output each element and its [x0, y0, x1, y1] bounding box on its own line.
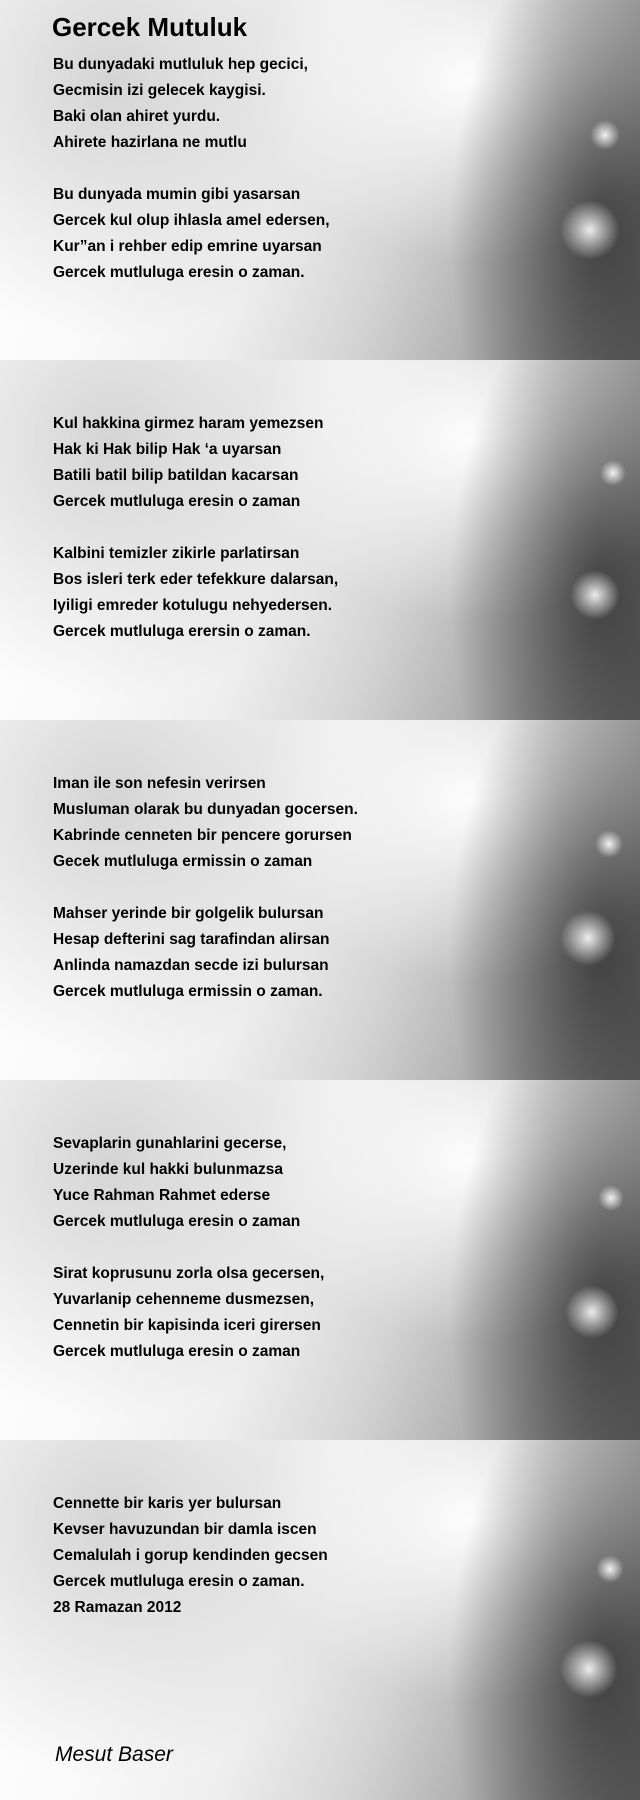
poem-line: Kur”an i rehber edip emrine uyarsan: [53, 238, 322, 255]
poem-line: Kul hakkina girmez haram yemezsen: [53, 415, 324, 432]
poem-line: Batili batil bilip batildan kacarsan: [53, 467, 299, 484]
poem-line: Baki olan ahiret yurdu.: [53, 108, 221, 125]
stanza-2: [53, 182, 330, 286]
stanza-4: [53, 541, 338, 645]
bokeh-light: [560, 200, 620, 260]
poem-line: Gecek mutluluga ermissin o zaman: [53, 853, 313, 870]
stanza-6: [53, 901, 330, 1005]
poem-line: Bu dunyada mumin gibi yasarsan: [53, 186, 301, 203]
poem-panel-5: [0, 1440, 640, 1800]
poem-panel-4: [0, 1080, 640, 1440]
bokeh-light: [595, 830, 623, 858]
poem-line: Uzerinde kul hakki bulunmazsa: [53, 1161, 283, 1178]
poem-line: Kevser havuzundan bir damla iscen: [53, 1521, 317, 1538]
poem-line: Cennetin bir kapisinda iceri girersen: [53, 1317, 321, 1334]
bokeh-light: [596, 1555, 624, 1583]
bokeh-light: [565, 1285, 619, 1339]
bokeh-light: [570, 570, 620, 620]
poem-author: Mesut Baser: [55, 1743, 173, 1766]
bokeh-light: [598, 1185, 624, 1211]
poem-line: Ahirete hazirlana ne mutlu: [53, 134, 247, 151]
poem-line: Bu dunyadaki mutluluk hep gecici,: [53, 56, 308, 73]
poem-line: Gercek mutluluga ermissin o zaman.: [53, 983, 323, 1000]
poem-panel-3: [0, 720, 640, 1080]
poem-panel-2: [0, 360, 640, 720]
poem-line: Cennette bir karis yer bulursan: [53, 1495, 282, 1512]
stanza-1: [53, 52, 308, 156]
poem-line: Hesap defterini sag tarafindan alirsan: [53, 931, 330, 948]
poem-line: Iman ile son nefesin verirsen: [53, 775, 266, 792]
poem-line: Gercek kul olup ihlasla amel edersen,: [53, 212, 330, 229]
poem-line: Gercek mutluluga eresin o zaman: [53, 1213, 301, 1230]
poem-line: Iyiligi emreder kotulugu nehyedersen.: [53, 597, 333, 614]
poem-line: Hak ki Hak bilip Hak ‘a uyarsan: [53, 441, 282, 458]
poem-line: Yuce Rahman Rahmet ederse: [53, 1187, 271, 1204]
stanza-5: [53, 771, 358, 875]
poem-line: Gercek mutluluga eresin o zaman: [53, 493, 301, 510]
poem-line: Kabrinde cenneten bir pencere gorursen: [53, 827, 352, 844]
bokeh-light: [560, 1640, 618, 1698]
poem-date: 28 Ramazan 2012: [53, 1599, 182, 1616]
poem-line: Sevaplarin gunahlarini gecerse,: [53, 1135, 287, 1152]
poem-line: Yuvarlanip cehenneme dusmezsen,: [53, 1291, 315, 1308]
bokeh-light: [560, 910, 616, 966]
poem-line: Cemalulah i gorup kendinden gecsen: [53, 1547, 328, 1564]
poem-line: Mahser yerinde bir golgelik bulursan: [53, 905, 324, 922]
poem-line: Musluman olarak bu dunyadan gocersen.: [53, 801, 358, 818]
stanza-7: [53, 1131, 300, 1235]
stanza-3: [53, 411, 324, 515]
stanza-9: [53, 1491, 328, 1621]
poem-title: Gercek Mutuluk: [52, 12, 248, 42]
poem-line: Gecmisin izi gelecek kaygisi.: [53, 82, 266, 99]
bokeh-light: [590, 120, 620, 150]
poem-line: Kalbini temizler zikirle parlatirsan: [53, 545, 300, 562]
poem-line: Anlinda namazdan secde izi bulursan: [53, 957, 329, 974]
poem-line: Bos isleri terk eder tefekkure dalarsan,: [53, 571, 339, 588]
poem-line: Gercek mutluluga eresin o zaman.: [53, 1573, 305, 1590]
poem-line: Gercek mutluluga eresin o zaman.: [53, 264, 305, 281]
poem-line: Gercek mutluluga eresin o zaman: [53, 1343, 301, 1360]
bokeh-light: [600, 460, 626, 486]
poem-line: Sirat koprusunu zorla olsa gecersen,: [53, 1265, 325, 1282]
poem-panel-1: [0, 0, 640, 360]
stanza-8: [53, 1261, 324, 1365]
poem-line: Gercek mutluluga erersin o zaman.: [53, 623, 311, 640]
